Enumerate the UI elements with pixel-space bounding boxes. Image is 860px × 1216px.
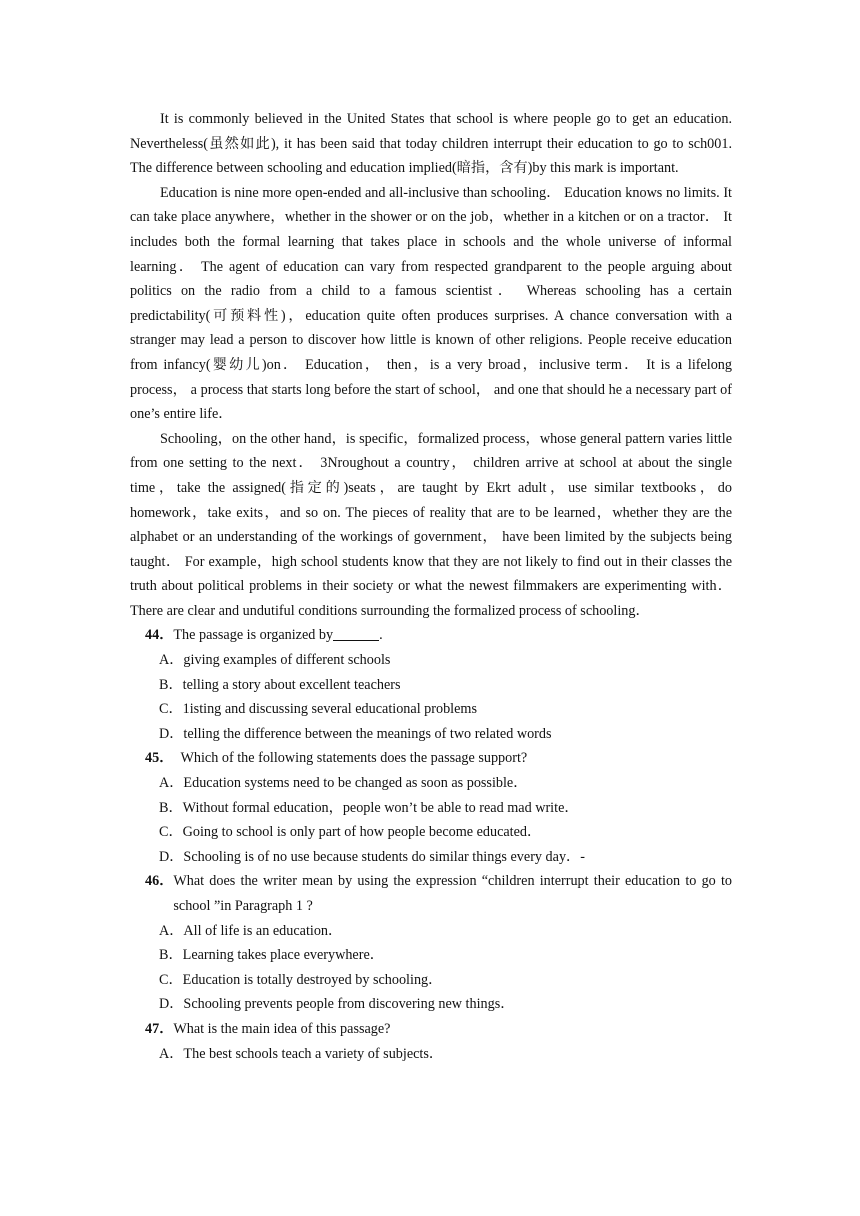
passage-paragraph-3: Schooling，on the other hand，is specific，formalized process，whose general pattern varies little from one setting to the next． 3Nroughout a country， children arrive at school at about the single time，take the assigned(指定的)seats，are taught by Ekrt adult，use similar textbooks，do homework，take exits，and so on. The pieces of reality that are to be learned，whether they are the alphabet or an understanding of the workings of government， have been limited by the subjects being taught． For example，high school students know that they are not likely to find out in their classes the truth about political problems in their society or what the newest filmmakers are experimenting with． There are clear and undutiful conditions surrounding the formalized process of schooling．	[130, 430, 732, 619]
option-44-b: B．telling a story about excellent teachers	[159, 676, 401, 693]
option-45-d: D．Schooling is of no use because students do similar things every day．-	[159, 848, 585, 865]
option-44-d: D．telling the difference between the meanings of two related words	[159, 725, 552, 742]
option-44-a: A．giving examples of different schools	[159, 652, 391, 669]
passage-paragraph-2: Education is nine more open-ended and all-inclusive than schooling． Education knows no limits. It can take place anywhere，whether in the shower or on the job，whether in a kitchen or on a tractor． It includes both the formal learning that takes place in schools and the whole universe of informal learning． The agent of education can vary from respected grandparent to the people arguing about politics on the radio from a child to a famous scientist． Whereas schooling has a certain predictability(可预料性)，education quite often produces surprises. A chance conversation with a stranger may lead a person to discover how little is known of other religions. People receive education from infancy(婴幼儿)on． Education， then，is a very broad，inclusive term． It is a lifelong process， a process that starts long before the start of school， and one that should he a necessary part of one’s entire life．	[130, 184, 732, 423]
question-text: The passage is organized by .	[173, 627, 383, 644]
document-page	[130, 107, 732, 1066]
answer-blank	[333, 626, 379, 641]
question-44	[130, 623, 732, 648]
option-46-d: D．Schooling prevents people from discovering new things．	[159, 996, 515, 1013]
question-text: Which of the following statements does the passage support?	[180, 750, 528, 767]
option-44-c: C．1isting and discussing several educational problems	[159, 701, 477, 718]
question-47	[130, 1017, 732, 1042]
option-45-c: C．Going to school is only part of how people become educated．	[159, 824, 542, 841]
passage-paragraph-1: It is commonly believed in the United States that school is where people go to get an education. Nevertheless(虽然如此), it has been said that today children interrupt their education to go to sch001. The difference between schooling and education implied(暗指，含有)by this mark is important.	[130, 111, 732, 177]
option-45-b: B．Without formal education，people won’t be able to read mad write．	[159, 799, 579, 816]
question-46	[130, 869, 732, 918]
question-45	[130, 746, 732, 771]
option-46-c: C．Education is totally destroyed by schooling．	[159, 971, 443, 988]
question-text: What does the writer mean by using the expression “children interrupt their education to go to school ”in Paragraph 1 ?	[173, 873, 732, 914]
option-46-a: A．All of life is an education．	[159, 922, 343, 939]
option-45-a: A．Education systems need to be changed as soon as possible．	[159, 775, 528, 792]
option-47-a: A．The best schools teach a variety of subjects．	[159, 1045, 444, 1062]
question-number: 44．	[145, 627, 174, 644]
question-number: 46．	[145, 873, 174, 890]
question-text: What is the main idea of this passage?	[173, 1020, 391, 1037]
option-46-b: B．Learning takes place everywhere．	[159, 947, 384, 964]
question-number: 45．	[145, 750, 181, 767]
question-number: 47．	[145, 1020, 174, 1037]
